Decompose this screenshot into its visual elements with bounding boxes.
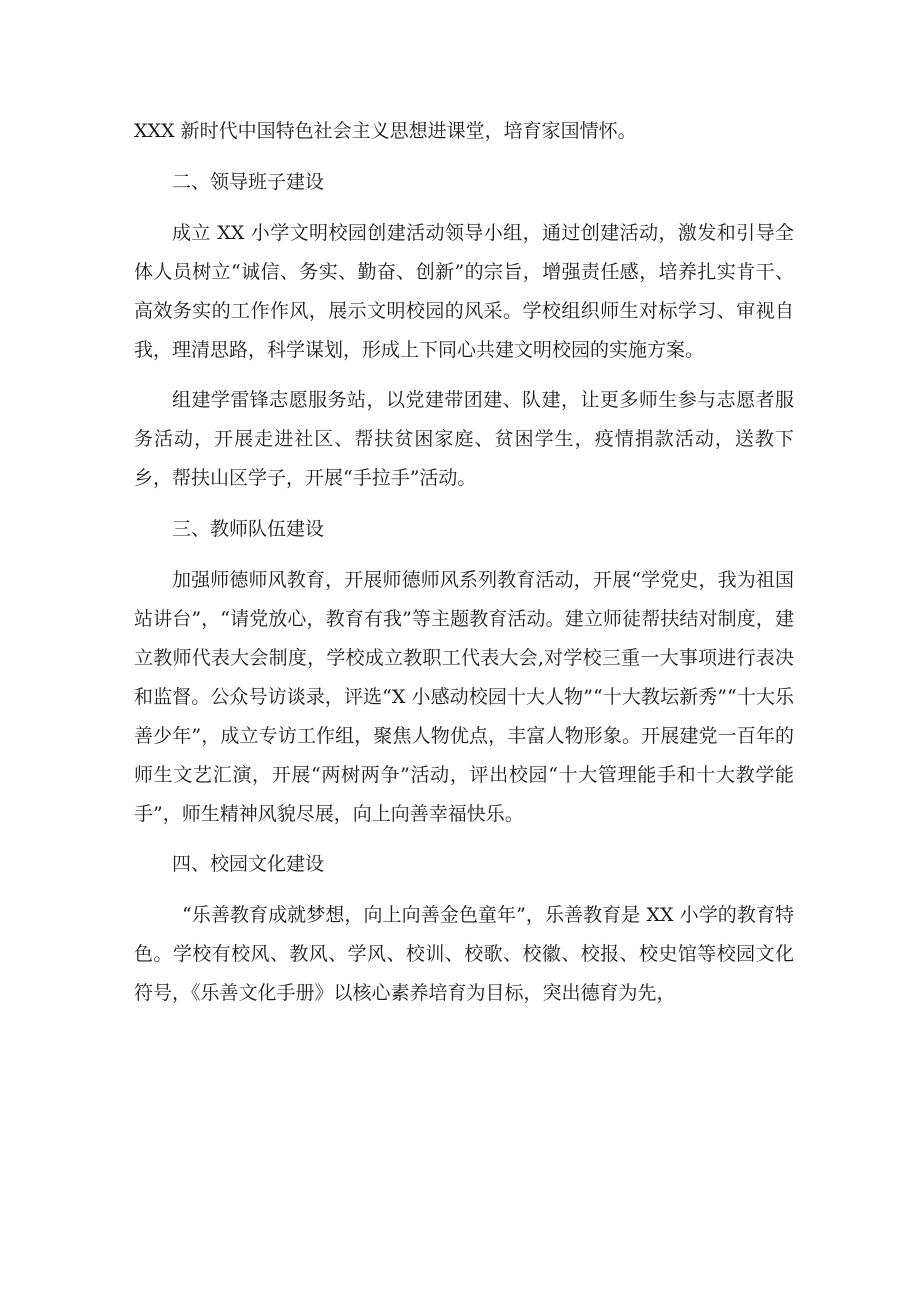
section-heading-leadership: 二、领导班子建设	[172, 170, 325, 193]
paragraph-campus-culture: “乐善教育成就梦想，向上向善金色童年”，乐善教育是 XX 小学的教育特色。学校有校风、教风、学风、校训、校歌、校徽、校报、校史馆等校园文化符号，《乐善文化手册》以核心素养培育为目标，突出德育为先，	[134, 904, 794, 1005]
paragraph-continued: XXX 新时代中国特色社会主义思想进课堂，培育家国情怀。	[134, 120, 637, 142]
paragraph-teacher-ethics: 加强师德师风教育，开展师德师风系列教育活动，开展“学党史，我为祖国站讲台”，“请党放心，教育有我”等主题教育活动。建立师徒帮扶结对制度，建立教师代表大会制度，学校成立教职工代表大会,对学校三重一大事项进行表决和监督。公众号访谈录，评选“X 小感动校园十大人物”“十大教坛新秀”“十大乐善少年”，成立专访工作组，聚焦人物优点，丰富人物形象。开展建党一百年的师生文艺汇演，开展“两树两争”活动，评出校园“十大管理能手和十大教学能手”，师生精神风貌尽展，向上向善幸福快乐。	[134, 569, 794, 825]
paragraph-volunteer-station: 组建学雷锋志愿服务站，以党建带团建、队建，让更多师生参与志愿者服务活动，开展走进社区、帮扶贫困家庭、贫困学生，疫情捐款活动，送教下乡，帮扶山区学子，开展“手拉手”活动。	[134, 389, 794, 490]
section-heading-culture: 四、校园文化建设	[172, 853, 325, 876]
paragraph-leadership-group: 成立 XX 小学文明校园创建活动领导小组，通过创建活动，激发和引导全体人员树立“诚信、务实、勤奋、创新”的宗旨，增强责任感，培养扎实肯干、高效务实的工作作风，展示文明校园的风采。学校组织师生对标学习、审视自我，理清思路，科学谋划，形成上下同心共建文明校园的实施方案。	[134, 221, 794, 361]
section-heading-teachers: 三、教师队伍建设	[172, 518, 325, 541]
document-body	[134, 112, 794, 1025]
